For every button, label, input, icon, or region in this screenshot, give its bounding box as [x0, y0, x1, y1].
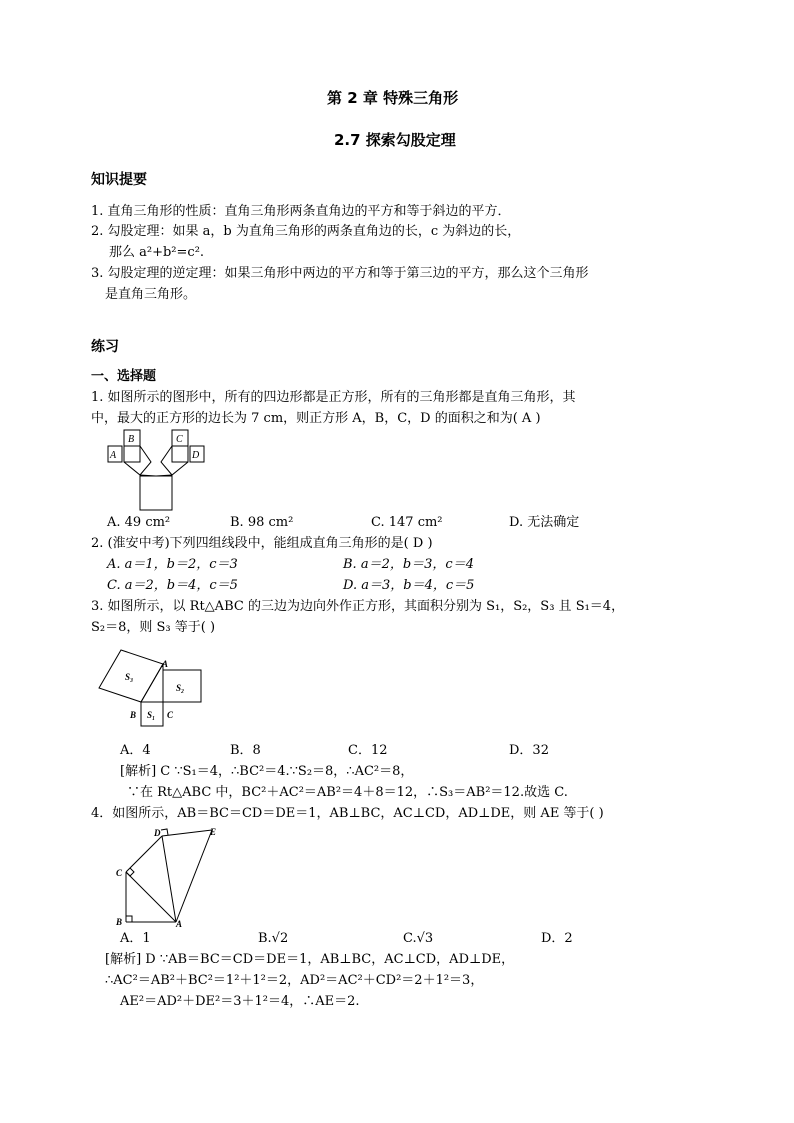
q3-label-b: B [130, 710, 137, 720]
q4-analysis-line1: [解析] D ∵AB＝BC＝CD＝DE＝1，AB⊥BC，AC⊥CD，AD⊥DE， [105, 952, 515, 967]
q4-label-c: C [116, 868, 123, 878]
q1-stem-line2: 中，最大的正方形的边长为 7 cm，则正方形 A，B，C，D 的面积之和为( A ) [91, 411, 541, 426]
q1-stem-line1: 1. 如图所示的图形中，所有的四边形都是正方形，所有的三角形都是直角三角形，其 [91, 390, 576, 405]
q3-stem-line2: S₂＝8，则 S₃ 等于( ) [91, 620, 216, 635]
q3-stem-line1: 3. 如图所示，以 Rt△ABC 的三边为边向外作正方形，其面积分别为 S₁，S₂，S₃ 且 S₁＝4， [91, 599, 625, 614]
q3-triangle-abc [141, 664, 163, 702]
q4-option-a: A．1 [120, 931, 151, 946]
q1-label-d: D [192, 450, 200, 461]
q4-option-d: D．2 [541, 931, 573, 946]
q4-stem: 4．如图所示，AB＝BC＝CD＝DE＝1，AB⊥BC，AC⊥CD，AD⊥DE，则 AE 等于( ) [91, 806, 604, 821]
q4-analysis-line3: AE²＝AD²＋DE²＝3＋1²＝4，∴AE＝2. [120, 994, 360, 1009]
q4-right-angle-b [126, 916, 132, 922]
q3-label-a: A [162, 659, 169, 669]
q1-figure [104, 428, 212, 512]
q1-option-a: A. 49 cm² [107, 515, 171, 530]
q4-segment-ad [162, 836, 176, 922]
q3-label-s3: S₃ [125, 672, 134, 682]
q4-segment-cd [126, 836, 162, 872]
q2-stem: 2. (淮安中考)下列四组线段中，能组成直角三角形的是( D ) [91, 536, 433, 551]
knowledge-item-1: 1. 直角三角形的性质：直角三角形两条直角边的平方和等于斜边的平方． [91, 204, 511, 219]
q4-label-a: A [176, 919, 183, 929]
q1-label-c: C [176, 434, 183, 445]
q1-option-b: B. 98 cm² [230, 515, 294, 530]
section-title: 2.7 探索勾股定理 [334, 131, 456, 149]
q4-analysis-line2: ∴AC²＝AB²＋BC²＝1²＋1²＝2，AD²＝AC²＋CD²＝2＋1²＝3， [105, 973, 484, 988]
q4-right-angle-d [161, 829, 168, 835]
q3-analysis-line2: ∵在 Rt△ABC 中，BC²＋AC²＝AB²＝4＋8＝12，∴S₃＝AB²＝12.故选 C. [127, 785, 568, 800]
practice-heading: 练习 [91, 339, 119, 355]
knowledge-item-2-cont: 那么 a²+b²=c². [109, 245, 205, 260]
q3-option-c: C．12 [348, 743, 388, 758]
q4-label-e: E [210, 827, 217, 837]
q4-option-b: B.√2 [258, 931, 289, 946]
q3-label-s1: S₁ [147, 710, 156, 720]
practice-subheading: 一、选择题 [91, 369, 157, 384]
q2-option-c: C. a＝2，b＝4，c＝5 [107, 578, 238, 593]
q2-option-d: D. a＝3，b＝4，c＝5 [343, 578, 475, 593]
q3-figure [96, 640, 208, 736]
q1-label-b: B [128, 434, 135, 445]
q4-label-b: B [116, 917, 123, 927]
q4-segment-ae [176, 830, 212, 922]
q2-option-a: A. a＝1，b＝2，c＝3 [107, 557, 238, 572]
q3-option-b: B．8 [230, 743, 261, 758]
q3-analysis-line1: [解析] C ∵S₁＝4，∴BC²＝4.∵S₂＝8，∴AC²＝8， [120, 764, 414, 779]
q3-label-s2: S₂ [176, 683, 185, 693]
q3-option-d: D．32 [509, 743, 549, 758]
q1-square-large [140, 476, 172, 510]
knowledge-heading: 知识提要 [91, 172, 147, 188]
q4-segment-de [162, 830, 212, 836]
q3-label-c: C [167, 710, 174, 720]
knowledge-item-3-cont: 是直角三角形。 [105, 287, 197, 302]
q1-left-square-tilted [124, 446, 151, 475]
q4-figure [112, 826, 224, 930]
q4-option-c: C.√3 [403, 931, 434, 946]
chapter-title: 第 2 章 特殊三角形 [327, 89, 459, 107]
knowledge-item-3: 3. 勾股定理的逆定理：如果三角形中两边的平方和等于第三边的平方，那么这个三角形 [91, 266, 589, 281]
q1-square-small-right [172, 446, 188, 462]
q1-label-a: A [110, 450, 117, 461]
q4-right-angle-c [126, 868, 134, 876]
q1-option-d: D. 无法确定 [509, 515, 580, 530]
q2-option-b: B. a＝2，b＝3，c＝4 [343, 557, 474, 572]
q3-option-a: A．4 [120, 743, 151, 758]
q1-right-square-tilted [161, 446, 188, 475]
q1-option-c: C. 147 cm² [371, 515, 443, 530]
knowledge-item-2: 2. 勾股定理：如果 a，b 为直角三角形的两条直角边的长，c 为斜边的长， [91, 224, 521, 239]
q4-segment-ac [126, 872, 176, 922]
q4-label-d: D [154, 828, 161, 838]
q1-square-small-left [124, 446, 140, 462]
